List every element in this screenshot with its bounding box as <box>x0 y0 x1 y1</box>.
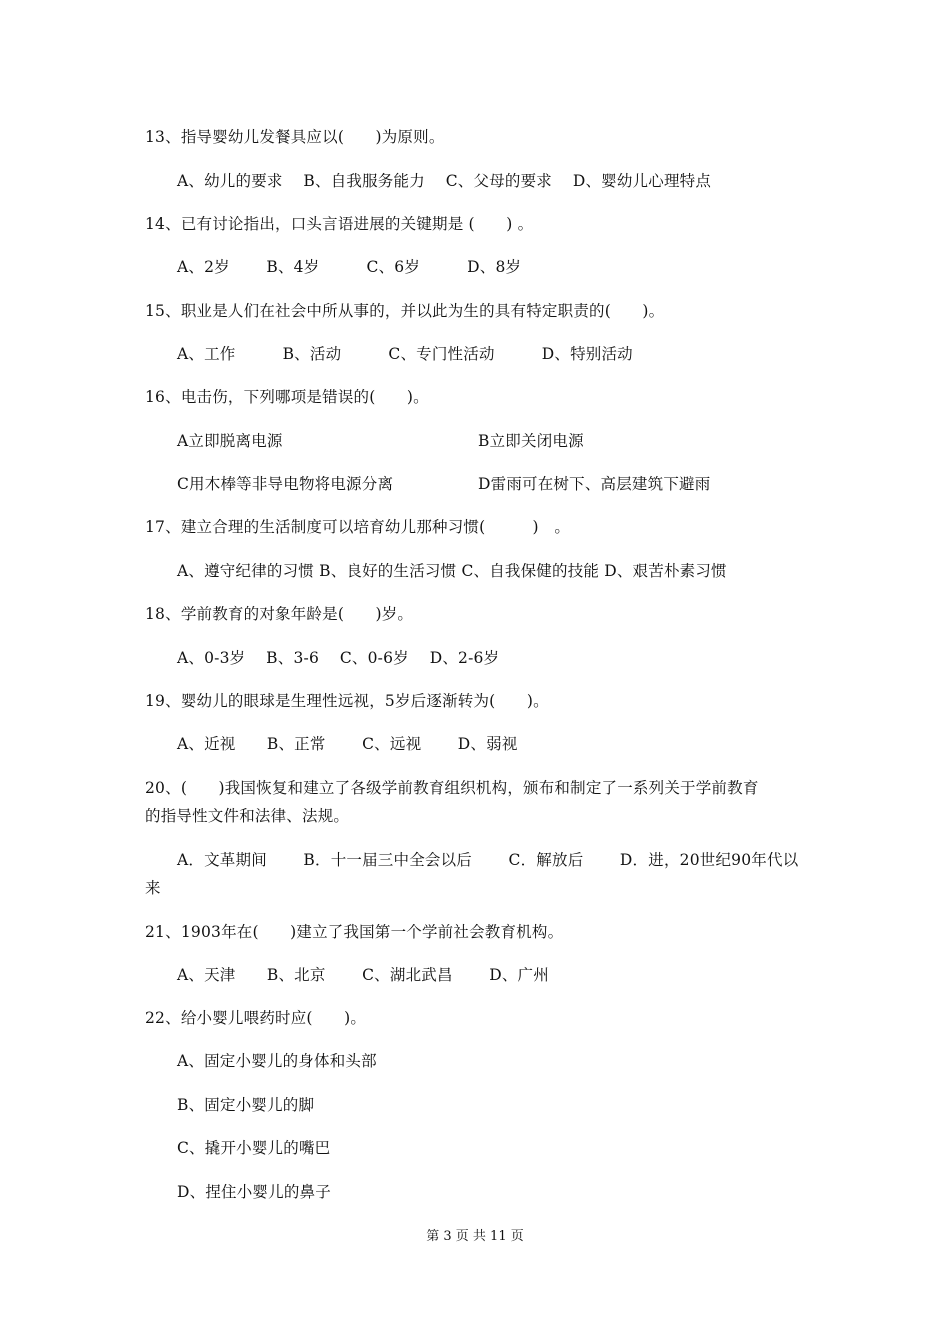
question-19-stem: 19、婴幼儿的眼球是生理性远视，5岁后逐渐转为( )。 <box>145 692 549 710</box>
question-13-stem: 13、指导婴幼儿发餐具应以( )为原则。 <box>145 128 445 146</box>
question-16-option-d: D雷雨可在树下、高层建筑下避雨 <box>478 475 711 493</box>
page-footer: 第 3 页 共 11 页 <box>426 1229 524 1244</box>
question-16-option-c: C用木棒等非导电物将电源分离 <box>177 475 394 493</box>
question-20-options-line-2: 来 <box>145 879 161 897</box>
question-18-options: A、0-3岁 B、3-6 C、0-6岁 D、2-6岁 <box>177 649 500 667</box>
question-18-stem: 18、学前教育的对象年龄是( )岁。 <box>145 605 414 623</box>
question-15-stem: 15、职业是人们在社会中所从事的，并以此为生的具有特定职责的( )。 <box>145 302 665 320</box>
question-15-options: A、工作 B、活动 C、专门性活动 D、特别活动 <box>177 345 633 363</box>
question-20-stem-line-1: 20、( )我国恢复和建立了各级学前教育组织机构，颁布和制定了一系列关于学前教育 <box>145 779 759 797</box>
question-14-stem: 14、已有讨论指出，口头言语进展的关键期是 ( ) 。 <box>145 215 534 233</box>
question-20-options-line-1: A．文革期间 B．十一届三中全会以后 C．解放后 D．进，20世纪90年代以 <box>177 851 799 869</box>
question-21-options: A、天津 B、北京 C、湖北武昌 D、广州 <box>177 966 549 984</box>
question-22-option-b: B、固定小婴儿的脚 <box>177 1096 315 1114</box>
question-17-options: A、遵守纪律的习惯 B、良好的生活习惯 C、自我保健的技能 D、艰苦朴素习惯 <box>177 562 727 580</box>
question-13-options: A、幼儿的要求 B、自我服务能力 C、父母的要求 D、婴幼儿心理特点 <box>177 172 712 190</box>
question-20-stem-line-2: 的指导性文件和法律、法规。 <box>145 807 350 825</box>
question-22-option-a: A、固定小婴儿的身体和头部 <box>177 1052 377 1070</box>
question-16-option-a: A立即脱离电源 <box>177 432 283 450</box>
question-17-stem: 17、建立合理的生活制度可以培育幼儿那种习惯( ) 。 <box>145 518 571 536</box>
question-22-option-c: C、撬开小婴儿的嘴巴 <box>177 1139 331 1157</box>
question-22-option-d: D、捏住小婴儿的鼻子 <box>177 1183 331 1201</box>
question-14-options: A、2岁 B、4岁 C、6岁 D、8岁 <box>177 258 522 276</box>
question-16-option-b: B立即关闭电源 <box>478 432 584 450</box>
question-21-stem: 21、1903年在( )建立了我国第一个学前社会教育机构。 <box>145 923 564 941</box>
question-16-stem: 16、电击伤，下列哪项是错误的( )。 <box>145 388 429 406</box>
question-22-stem: 22、给小婴儿喂药时应( )。 <box>145 1009 367 1027</box>
question-19-options: A、近视 B、正常 C、远视 D、弱视 <box>177 735 518 753</box>
